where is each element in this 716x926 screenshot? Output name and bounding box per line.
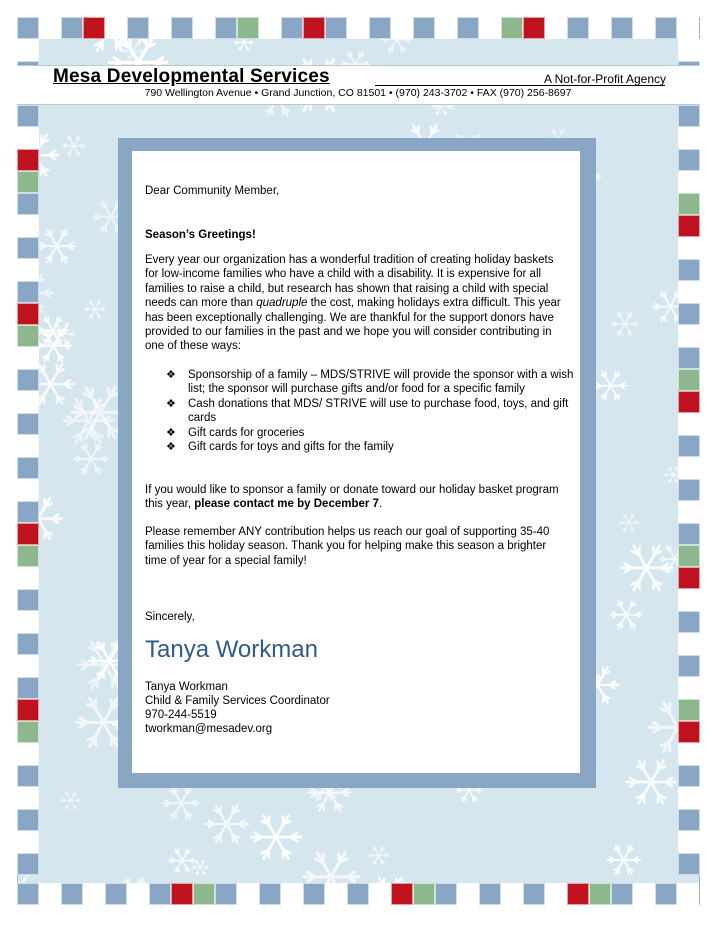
closing: Sincerely, <box>145 611 195 623</box>
border-tile <box>17 831 39 853</box>
border-tile <box>17 435 39 457</box>
border-tile <box>105 17 127 39</box>
border-tile <box>435 17 457 39</box>
border-tile <box>17 699 39 721</box>
border-tile <box>17 457 39 479</box>
border-tile <box>369 883 391 905</box>
border-tile <box>83 17 105 39</box>
bullet-diamond-icon: ❖ <box>166 441 176 454</box>
border-tile <box>678 149 700 171</box>
snowflake-icon <box>251 816 300 859</box>
snowflake-icon <box>205 806 247 843</box>
bullet-diamond-icon: ❖ <box>166 397 176 410</box>
border-tile <box>501 17 523 39</box>
signature: Tanya Workman <box>145 636 318 663</box>
border-tile <box>678 127 700 149</box>
border-tile <box>589 883 611 905</box>
border-tile <box>633 883 655 905</box>
border-tile <box>325 17 347 39</box>
border-tile <box>193 17 215 39</box>
greeting: Season’s Greetings! <box>145 229 256 241</box>
border-tile <box>678 633 700 655</box>
border-tile <box>678 281 700 303</box>
reminder-paragraph: Please remember ANY contribution helps us reach our goal of supporting 35-40 families this holiday season. Thank you for helping make this season a brighter time of year for a special family! <box>145 526 550 567</box>
bottom-checker-border <box>17 883 699 905</box>
intro-emphasis: quadruple <box>256 297 308 310</box>
right-checker-border <box>678 39 700 875</box>
border-tile <box>678 303 700 325</box>
border-tile <box>17 237 39 259</box>
border-tile <box>678 171 700 193</box>
border-tile <box>678 589 700 611</box>
border-tile <box>127 17 149 39</box>
border-tile <box>678 809 700 831</box>
snowflake-icon <box>37 317 68 344</box>
contribution-item-text: Cash donations that MDS/ STRIVE will use to purchase food, toys, and gift cards <box>188 397 569 425</box>
signer-name: Tanya Workman <box>145 681 228 693</box>
border-tile <box>17 17 39 39</box>
border-tile <box>678 259 700 281</box>
border-tile <box>567 883 589 905</box>
border-tile <box>678 435 700 457</box>
border-tile <box>171 17 193 39</box>
border-tile <box>17 655 39 677</box>
border-tile <box>457 17 479 39</box>
border-tile <box>678 369 700 391</box>
snowflake-icon <box>61 792 81 809</box>
border-tile <box>678 567 700 589</box>
border-tile <box>281 883 303 905</box>
border-tile <box>105 883 127 905</box>
bullet-diamond-icon: ❖ <box>166 426 176 439</box>
border-tile <box>678 215 700 237</box>
left-checker-border <box>17 39 39 875</box>
contribution-item-text: Gift cards for groceries <box>188 426 305 439</box>
snowflake-icon <box>74 444 108 474</box>
border-tile <box>545 17 567 39</box>
border-tile <box>523 17 545 39</box>
border-tile <box>678 39 700 61</box>
border-tile <box>678 655 700 677</box>
border-tile <box>391 883 413 905</box>
border-tile <box>655 17 677 39</box>
border-tile <box>17 193 39 215</box>
border-tile <box>633 17 655 39</box>
border-tile <box>17 281 39 303</box>
border-tile <box>678 853 700 875</box>
contribution-item <box>166 440 576 454</box>
border-tile <box>678 765 700 787</box>
border-tile <box>17 39 39 61</box>
top-checker-border <box>17 17 699 39</box>
border-tile <box>39 883 61 905</box>
border-tile <box>17 347 39 369</box>
snowflake-icon <box>627 761 676 803</box>
snowflake-icon <box>611 312 638 335</box>
border-tile <box>149 17 171 39</box>
sponsor-paragraph <box>145 483 570 512</box>
contribution-item <box>166 368 576 397</box>
salutation: Dear Community Member, <box>145 185 280 197</box>
border-tile <box>611 883 633 905</box>
border-tile <box>678 831 700 853</box>
border-tile <box>391 17 413 39</box>
snowflake-icon <box>63 136 85 155</box>
border-tile <box>678 457 700 479</box>
border-tile <box>678 787 700 809</box>
snowflake-icon <box>163 787 200 819</box>
border-tile <box>171 883 193 905</box>
border-tile <box>215 883 237 905</box>
sponsor-text-2: . <box>378 498 383 511</box>
sponsor-deadline: please contact me by December 7 <box>194 498 379 511</box>
border-tile <box>435 883 457 905</box>
snowflake-icon <box>619 514 639 531</box>
border-tile <box>678 413 700 435</box>
border-tile <box>149 883 171 905</box>
bullet-diamond-icon: ❖ <box>166 369 176 381</box>
contribution-item <box>166 397 576 426</box>
snowflake-icon <box>169 849 196 872</box>
border-tile <box>567 17 589 39</box>
organization-address: 790 Wellington Avenue • Grand Junction, CO 81501 • (970) 243-3702 • FAX (970) 256-8697 <box>144 87 572 99</box>
sponsor-text-1: If you would like to sponsor a family or donate toward our holiday basket program this year, <box>145 484 559 511</box>
intro-text-1: Every year our organization has a wonderful tradition of creating holiday baskets for low-income families who have a child with a disability. It is expensive for all families to raise a child, but research has shown that raising a child with special needs can more than <box>145 254 554 310</box>
border-tile <box>127 883 149 905</box>
border-tile <box>678 193 700 215</box>
border-tile <box>17 215 39 237</box>
border-tile <box>17 171 39 193</box>
border-tile <box>655 883 677 905</box>
border-tile <box>369 17 391 39</box>
intro-text-2: the cost, making holidays extra difficult. This year has been exceptionally challenging. We are thankful for the support donors have provided to our families in the past and we hope you will consider contributing in one of these ways: <box>145 297 561 353</box>
border-tile <box>457 883 479 905</box>
border-tile <box>611 17 633 39</box>
contribution-item <box>166 426 576 440</box>
border-tile <box>677 17 699 39</box>
border-tile <box>303 883 325 905</box>
border-tile <box>17 853 39 875</box>
border-tile <box>237 883 259 905</box>
snowflake-icon <box>594 372 627 400</box>
contribution-item-text: Sponsorship of a family – MDS/STRIVE will provide the sponsor with a wish list; the sponsor will purchase gifts and/or food for a specific family <box>188 369 574 396</box>
border-tile <box>259 17 281 39</box>
border-tile <box>17 303 39 325</box>
border-tile <box>17 633 39 655</box>
border-tile <box>325 883 347 905</box>
border-tile <box>678 743 700 765</box>
border-tile <box>678 391 700 413</box>
border-tile <box>17 127 39 149</box>
border-tile <box>215 17 237 39</box>
border-tile <box>17 105 39 127</box>
snowflake-icon <box>610 601 642 628</box>
border-tile <box>17 611 39 633</box>
border-tile <box>17 413 39 435</box>
signer-email: tworkman@mesadev.org <box>145 723 273 735</box>
organization-tagline: A Not-for-Profit Agency <box>543 72 666 86</box>
border-tile <box>347 883 369 905</box>
border-tile <box>678 677 700 699</box>
organization-name: Mesa Developmental Services <box>53 66 330 87</box>
border-tile <box>17 501 39 523</box>
border-tile <box>678 545 700 567</box>
border-tile <box>678 105 700 127</box>
border-tile <box>678 501 700 523</box>
intro-paragraph <box>145 253 570 354</box>
snowflake-icon <box>85 301 105 319</box>
border-tile <box>17 567 39 589</box>
border-tile <box>17 391 39 413</box>
contribution-list <box>166 368 576 454</box>
border-tile <box>17 743 39 765</box>
border-tile <box>678 523 700 545</box>
border-tile <box>193 883 215 905</box>
contribution-item-text: Gift cards for toys and gifts for the family <box>188 441 394 454</box>
border-tile <box>17 787 39 809</box>
border-tile <box>17 677 39 699</box>
border-tile <box>303 17 325 39</box>
border-tile <box>413 883 435 905</box>
border-tile <box>678 347 700 369</box>
border-tile <box>678 611 700 633</box>
snowflake-icon <box>192 860 208 874</box>
border-tile <box>237 17 259 39</box>
border-tile <box>17 259 39 281</box>
border-tile <box>17 545 39 567</box>
snowflake-icon <box>607 846 640 874</box>
border-tile <box>17 149 39 171</box>
border-tile <box>281 17 303 39</box>
border-tile <box>479 883 501 905</box>
border-tile <box>39 17 61 39</box>
border-tile <box>17 523 39 545</box>
border-tile <box>479 17 501 39</box>
border-tile <box>523 883 545 905</box>
border-tile <box>17 369 39 391</box>
snowflake-icon <box>38 230 76 263</box>
border-tile <box>17 809 39 831</box>
border-tile <box>17 589 39 611</box>
border-tile <box>17 721 39 743</box>
snowflake-icon <box>621 546 672 590</box>
border-tile <box>678 479 700 501</box>
snowflake-icon <box>369 847 389 864</box>
border-tile <box>413 17 435 39</box>
border-tile <box>677 883 699 905</box>
border-tile <box>17 765 39 787</box>
border-tile <box>678 699 700 721</box>
border-tile <box>589 17 611 39</box>
border-tile <box>61 17 83 39</box>
border-tile <box>259 883 281 905</box>
signer-title: Child & Family Services Coordinator <box>145 695 330 707</box>
border-tile <box>501 883 523 905</box>
border-tile <box>17 325 39 347</box>
border-tile <box>678 237 700 259</box>
border-tile <box>61 883 83 905</box>
border-tile <box>545 883 567 905</box>
border-tile <box>83 883 105 905</box>
border-tile <box>678 721 700 743</box>
border-tile <box>17 883 39 905</box>
border-tile <box>347 17 369 39</box>
border-tile <box>678 325 700 347</box>
border-tile <box>17 479 39 501</box>
signer-phone: 970-244-5519 <box>145 709 217 721</box>
